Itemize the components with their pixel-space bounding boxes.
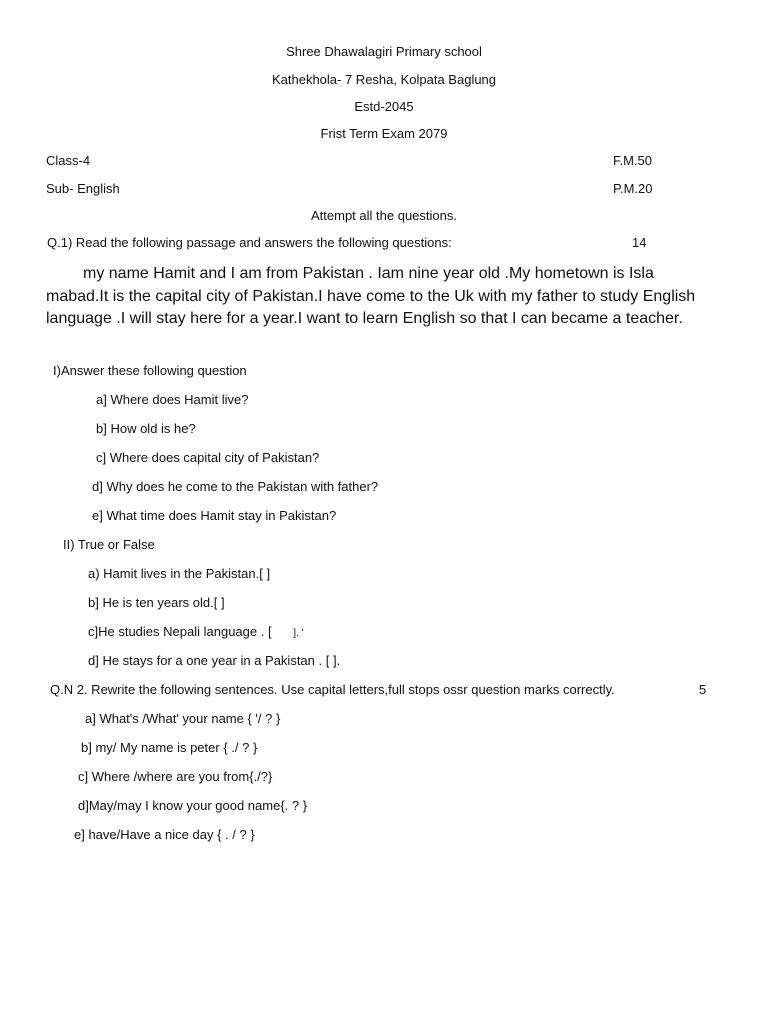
rewrite-item-e: e] have/Have a nice day { . / ? } [74, 827, 255, 842]
part-1-heading: I)Answer these following question [53, 363, 247, 378]
rewrite-item-b: b] my/ My name is peter { ./ ? } [81, 740, 258, 755]
established-year: Estd-2045 [354, 99, 414, 114]
exam-title: Frist Term Exam 2079 [320, 126, 448, 141]
school-name: Shree Dhawalagiri Primary school [286, 44, 482, 59]
true-false-c-text: c]He studies Nepali language . [ [88, 624, 272, 639]
class-label: Class-4 [46, 153, 91, 168]
part-1-question-d: d] Why does he come to the Pakistan with father? [92, 479, 379, 494]
subject-label: Sub- English [46, 181, 120, 196]
reading-passage: my name Hamit and I am from Pakistan . Iam nine year old .My hometown is Isla mabad.It is the capital city of Pakistan.I have come to the Uk with my father to study English language .I will stay here for a year.I want to learn English so that I can became a teacher. [46, 265, 696, 328]
instruction: Attempt all the questions. [311, 208, 457, 223]
true-false-a: a) Hamit lives in the Pakistan.[ ] [88, 566, 271, 581]
pass-marks: P.M.20 [613, 181, 653, 196]
part-1-question-e: e] What time does Hamit stay in Pakistan? [92, 508, 337, 523]
part-2-heading: II) True or False [63, 537, 155, 552]
rewrite-item-c: c] Where /where are you from{./?} [78, 769, 273, 784]
school-address: Kathekhola- 7 Resha, Kolpata Baglung [271, 72, 497, 87]
true-false-c-tail: ]. ' [293, 628, 304, 639]
rewrite-item-a: a] What's /What' your name { '/ ? } [85, 711, 281, 726]
question-1-marks: 14 [632, 235, 647, 250]
rewrite-item-d: d]May/may I know your good name{. ? } [78, 798, 308, 813]
part-1-question-a: a] Where does Hamit live? [96, 392, 249, 407]
part-1-question-b: b] How old is he? [96, 421, 196, 436]
question-2-title: Q.N 2. Rewrite the following sentences. Use capital letters,full stops ossr question marks correctly. [50, 682, 615, 697]
true-false-c [88, 624, 303, 642]
part-1-question-c: c] Where does capital city of Pakistan? [96, 450, 320, 465]
full-marks: F.M.50 [613, 153, 653, 168]
question-2-marks: 5 [699, 682, 707, 697]
true-false-d: d] He stays for a one year in a Pakistan . [ ]. [88, 653, 341, 668]
question-1-title: Q.1) Read the following passage and answers the following questions: [47, 235, 452, 250]
true-false-b: b] He is ten years old.[ ] [88, 595, 225, 610]
